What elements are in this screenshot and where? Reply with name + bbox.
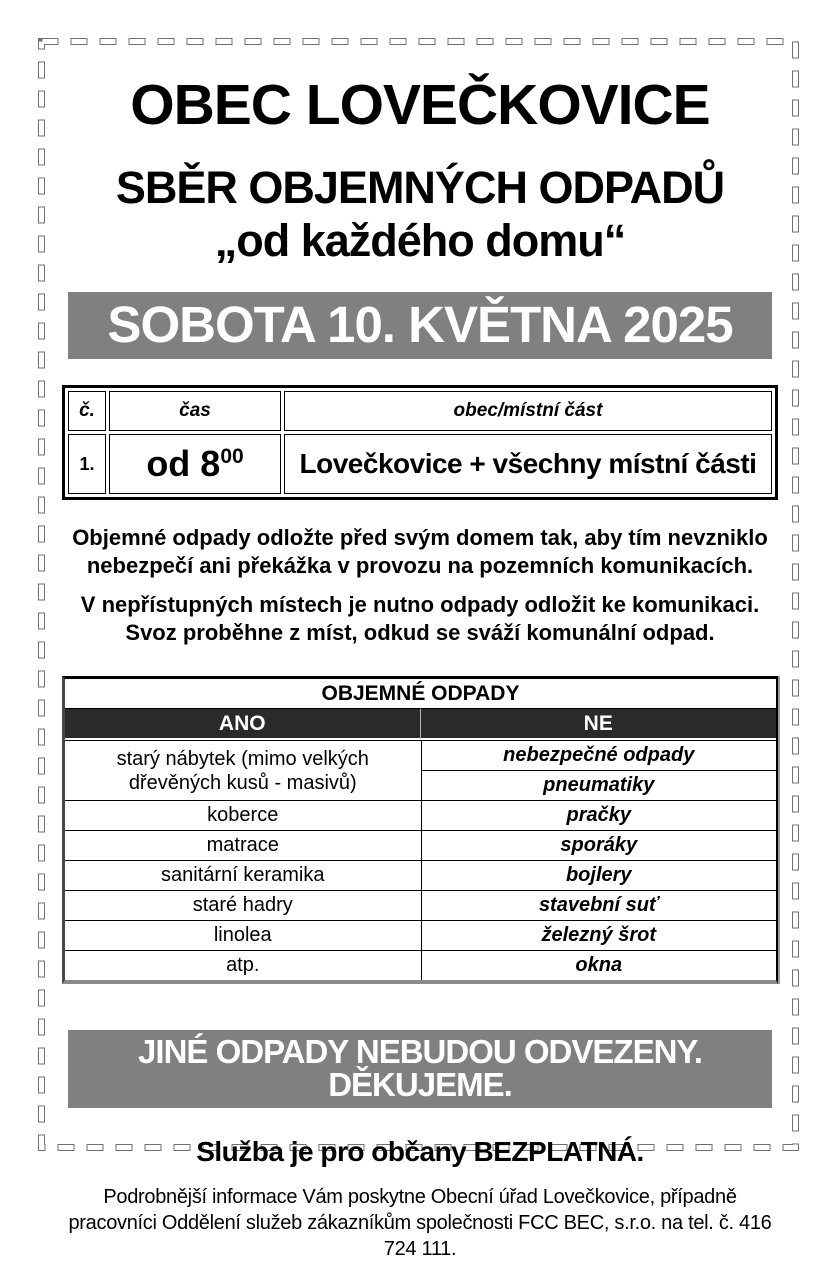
waste-table-title: OBJEMNÉ ODPADY [321, 681, 520, 705]
waste-no-item: železný šrot [421, 920, 777, 950]
subtitle-line1: SBĚR OBJEMNÝCH ODPADŮ [115, 161, 725, 213]
waste-no-item: pračky [421, 800, 777, 830]
waste-header-no: NE [421, 708, 777, 740]
time-base: od 8 [146, 443, 221, 485]
table-row [65, 800, 776, 830]
time-superscript: 00 [220, 445, 244, 469]
waste-no-item: okna [421, 950, 777, 980]
table-row [65, 950, 776, 980]
waste-no-item: pneumatiky [421, 770, 777, 800]
waste-yes-item: starý nábytek (mimo velkých dřevěných kusů - masivů) [65, 740, 421, 800]
waste-table [62, 676, 778, 984]
schedule-header-row [68, 391, 772, 431]
waste-table-header-row [65, 708, 776, 740]
schedule-header-area: obec/místní část [284, 391, 772, 431]
table-row [65, 740, 776, 770]
waste-yes-item: koberce [65, 800, 421, 830]
waste-yes-item: staré hadry [65, 890, 421, 920]
waste-no-item: nebezpečné odpady [421, 740, 777, 770]
waste-yes-item: atp. [65, 950, 421, 980]
waste-table-title-row [65, 679, 776, 708]
schedule-row-area: Lovečkovice + všechny místní části [284, 434, 772, 494]
instructions-paragraph-2: V nepřístupných místech je nutno odpady odložit ke komunikaci. Svoz proběhne z míst, odkud se sváží komunální odpad. [80, 592, 760, 645]
schedule-header-number: č. [68, 391, 106, 431]
footer-contact: Podrobnější informace Vám poskytne Obecní úřad Lovečkovice, případně pracovníci Oddělení služeb zákazníkům společnosti FCC BEC, s.r.o. na tel. č. 416 724 111. [68, 1186, 772, 1261]
waste-header-yes: ANO [65, 708, 421, 740]
waste-yes-item: linolea [65, 920, 421, 950]
table-row [65, 890, 776, 920]
schedule-row-time [109, 434, 281, 494]
waste-no-item: stavební suť [421, 890, 777, 920]
waste-no-item: bojlery [421, 860, 777, 890]
free-service-note: Služba je pro občany BEZPLATNÁ. [196, 1136, 644, 1168]
schedule-table [62, 385, 778, 500]
waste-yes-item: sanitární keramika [65, 860, 421, 890]
page-title: OBEC LOVEČKOVICE [130, 73, 710, 137]
instructions-paragraph-1: Objemné odpady odložte před svým domem tak, aby tím nevzniklo nebezpečí ani překážka v provozu na pozemních komunikacích. [72, 525, 768, 578]
schedule-row-number: 1. [68, 434, 106, 494]
schedule-header-time: čas [109, 391, 281, 431]
table-row [65, 830, 776, 860]
date-banner: SOBOTA 10. KVĚTNA 2025 [68, 292, 772, 359]
table-row [65, 860, 776, 890]
schedule-row [68, 434, 772, 494]
poster-content [62, 58, 778, 1262]
subtitle-line2: „od každého domu“ [214, 215, 626, 267]
waste-no-item: sporáky [421, 830, 777, 860]
table-row [65, 920, 776, 950]
waste-yes-item: matrace [65, 830, 421, 860]
notice-banner: JINÉ ODPADY NEBUDOU ODVEZENY. DĚKUJEME. [68, 1030, 772, 1108]
